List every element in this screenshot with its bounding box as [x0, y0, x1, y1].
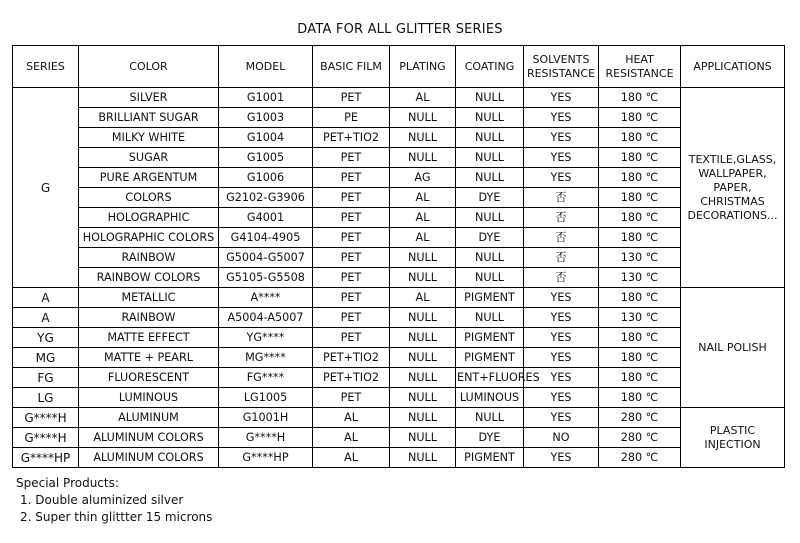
heat-cell: 130 ℃ — [599, 308, 681, 328]
basic-film-cell: PET — [313, 208, 390, 228]
color-cell: FLUORESCENT — [79, 368, 219, 388]
series-cell: A — [13, 288, 79, 308]
color-cell: PURE ARGENTUM — [79, 168, 219, 188]
series-cell: G****H — [13, 428, 79, 448]
basic-film-cell: PET — [313, 288, 390, 308]
color-cell: RAINBOW — [79, 248, 219, 268]
model-cell: G****HP — [219, 448, 313, 468]
coating-cell: NULL — [456, 408, 524, 428]
coating-cell: NULL — [456, 148, 524, 168]
coating-cell: NULL — [456, 268, 524, 288]
notes-heading: Special Products: — [16, 476, 119, 490]
model-cell: FG**** — [219, 368, 313, 388]
table-row — [13, 108, 785, 128]
model-cell: G****H — [219, 428, 313, 448]
table-row — [13, 208, 785, 228]
solvents-cell: YES — [524, 128, 599, 148]
table-row — [13, 248, 785, 268]
model-cell: G2102-G3906 — [219, 188, 313, 208]
plating-cell: AG — [390, 168, 456, 188]
coating-cell: PIGMENT — [456, 288, 524, 308]
solvents-cell: 否 — [524, 228, 599, 248]
solvents-cell: YES — [524, 308, 599, 328]
header-plating: PLATING — [390, 46, 456, 88]
plating-cell: NULL — [390, 328, 456, 348]
model-cell: G1001 — [219, 88, 313, 108]
table-row — [13, 268, 785, 288]
model-cell: G4104-4905 — [219, 228, 313, 248]
plating-cell: AL — [390, 228, 456, 248]
color-cell: COLORS — [79, 188, 219, 208]
model-cell: G1006 — [219, 168, 313, 188]
solvents-cell: YES — [524, 148, 599, 168]
color-cell: BRILLIANT SUGAR — [79, 108, 219, 128]
model-cell: G1003 — [219, 108, 313, 128]
color-cell: HOLOGRAPHIC — [79, 208, 219, 228]
table-row — [13, 368, 785, 388]
color-cell: MATTE EFFECT — [79, 328, 219, 348]
heat-cell: 180 ℃ — [599, 168, 681, 188]
plating-cell: NULL — [390, 388, 456, 408]
color-cell: HOLOGRAPHIC COLORS — [79, 228, 219, 248]
header-series: SERIES — [13, 46, 79, 88]
header-basic-film: BASIC FILM — [313, 46, 390, 88]
solvents-cell: 否 — [524, 208, 599, 228]
plating-cell: NULL — [390, 448, 456, 468]
applications-cell: TEXTILE,GLASS, WALLPAPER, PAPER, CHRISTMAS DECORATIONS... — [681, 88, 785, 288]
basic-film-cell: PET — [313, 268, 390, 288]
basic-film-cell: PE — [313, 108, 390, 128]
series-cell: MG — [13, 348, 79, 368]
solvents-cell: YES — [524, 388, 599, 408]
heat-cell: 180 ℃ — [599, 128, 681, 148]
table-row — [13, 408, 785, 428]
heat-cell: 180 ℃ — [599, 188, 681, 208]
series-cell: G****H — [13, 408, 79, 428]
coating-cell: DYE — [456, 188, 524, 208]
solvents-cell: 否 — [524, 188, 599, 208]
heat-cell: 280 ℃ — [599, 448, 681, 468]
coating-cell: NULL — [456, 108, 524, 128]
color-cell: METALLIC — [79, 288, 219, 308]
model-cell: LG1005 — [219, 388, 313, 408]
heat-cell: 130 ℃ — [599, 248, 681, 268]
color-cell: MILKY WHITE — [79, 128, 219, 148]
color-cell: SUGAR — [79, 148, 219, 168]
basic-film-cell: AL — [313, 428, 390, 448]
basic-film-cell: AL — [313, 448, 390, 468]
table-row — [13, 148, 785, 168]
solvents-cell: YES — [524, 368, 599, 388]
solvents-cell: YES — [524, 328, 599, 348]
plating-cell: AL — [390, 88, 456, 108]
heat-cell: 130 ℃ — [599, 268, 681, 288]
special-products-notes — [16, 475, 212, 526]
color-cell: RAINBOW — [79, 308, 219, 328]
table-row — [13, 308, 785, 328]
header-coating: COATING — [456, 46, 524, 88]
model-cell: MG**** — [219, 348, 313, 368]
table-row — [13, 348, 785, 368]
heat-cell: 180 ℃ — [599, 228, 681, 248]
table-row — [13, 168, 785, 188]
coating-cell: ENT+FLUORES — [456, 368, 524, 388]
basic-film-cell: PET+TIO2 — [313, 368, 390, 388]
basic-film-cell: PET+TIO2 — [313, 128, 390, 148]
table-row — [13, 388, 785, 408]
plating-cell: NULL — [390, 348, 456, 368]
solvents-cell: YES — [524, 88, 599, 108]
header-solvents-resistance: SOLVENTS RESISTANCE — [524, 46, 599, 88]
table-row — [13, 328, 785, 348]
coating-cell: PIGMENT — [456, 348, 524, 368]
basic-film-cell: AL — [313, 408, 390, 428]
coating-cell: NULL — [456, 168, 524, 188]
plating-cell: AL — [390, 288, 456, 308]
table-row — [13, 228, 785, 248]
coating-cell: PIGMENT — [456, 328, 524, 348]
table-row — [13, 128, 785, 148]
coating-cell: DYE — [456, 228, 524, 248]
plating-cell: NULL — [390, 248, 456, 268]
color-cell: ALUMINUM COLORS — [79, 428, 219, 448]
basic-film-cell: PET — [313, 248, 390, 268]
header-color: COLOR — [79, 46, 219, 88]
basic-film-cell: PET — [313, 388, 390, 408]
table-row — [13, 448, 785, 468]
basic-film-cell: PET — [313, 148, 390, 168]
plating-cell: NULL — [390, 428, 456, 448]
coating-cell: NULL — [456, 308, 524, 328]
solvents-cell: YES — [524, 288, 599, 308]
heat-cell: 180 ℃ — [599, 348, 681, 368]
plating-cell: NULL — [390, 368, 456, 388]
table-row — [13, 188, 785, 208]
model-cell: G5004-G5007 — [219, 248, 313, 268]
coating-cell: NULL — [456, 248, 524, 268]
heat-cell: 280 ℃ — [599, 428, 681, 448]
table-row — [13, 88, 785, 108]
series-cell: G****HP — [13, 448, 79, 468]
coating-cell: PIGMENT — [456, 448, 524, 468]
basic-film-cell: PET — [313, 228, 390, 248]
model-cell: A5004-A5007 — [219, 308, 313, 328]
glitter-data-table — [12, 45, 785, 468]
basic-film-cell: PET — [313, 88, 390, 108]
notes-item: 2. Super thin glittter 15 microns — [20, 510, 213, 524]
heat-cell: 180 ℃ — [599, 148, 681, 168]
heat-cell: 180 ℃ — [599, 88, 681, 108]
heat-cell: 280 ℃ — [599, 408, 681, 428]
plating-cell: NULL — [390, 408, 456, 428]
basic-film-cell: PET — [313, 188, 390, 208]
model-cell: YG**** — [219, 328, 313, 348]
color-cell: SILVER — [79, 88, 219, 108]
table-row — [13, 428, 785, 448]
color-cell: LUMINOUS — [79, 388, 219, 408]
solvents-cell: 否 — [524, 248, 599, 268]
solvents-cell: YES — [524, 348, 599, 368]
series-cell: LG — [13, 388, 79, 408]
plating-cell: NULL — [390, 308, 456, 328]
solvents-cell: YES — [524, 448, 599, 468]
model-cell: G1005 — [219, 148, 313, 168]
heat-cell: 180 ℃ — [599, 328, 681, 348]
coating-cell: DYE — [456, 428, 524, 448]
series-cell: G — [13, 88, 79, 288]
plating-cell: NULL — [390, 128, 456, 148]
color-cell: RAINBOW COLORS — [79, 268, 219, 288]
notes-item: 1. Double aluminized silver — [20, 493, 184, 507]
model-cell: A**** — [219, 288, 313, 308]
coating-cell: NULL — [456, 128, 524, 148]
basic-film-cell: PET — [313, 328, 390, 348]
heat-cell: 180 ℃ — [599, 288, 681, 308]
plating-cell: NULL — [390, 148, 456, 168]
header-row — [13, 46, 785, 88]
coating-cell: NULL — [456, 88, 524, 108]
table-row — [13, 288, 785, 308]
plating-cell: AL — [390, 188, 456, 208]
header-heat-resistance: HEAT RESISTANCE — [599, 46, 681, 88]
basic-film-cell: PET — [313, 308, 390, 328]
plating-cell: NULL — [390, 108, 456, 128]
solvents-cell: 否 — [524, 268, 599, 288]
model-cell: G5105-G5508 — [219, 268, 313, 288]
color-cell: MATTE + PEARL — [79, 348, 219, 368]
series-cell: A — [13, 308, 79, 328]
heat-cell: 180 ℃ — [599, 108, 681, 128]
plating-cell: AL — [390, 208, 456, 228]
basic-film-cell: PET — [313, 168, 390, 188]
applications-cell: PLASTIC INJECTION — [681, 408, 785, 468]
heat-cell: 180 ℃ — [599, 208, 681, 228]
heat-cell: 180 ℃ — [599, 368, 681, 388]
coating-cell: NULL — [456, 208, 524, 228]
heat-cell: 180 ℃ — [599, 388, 681, 408]
solvents-cell: NO — [524, 428, 599, 448]
series-cell: YG — [13, 328, 79, 348]
header-applications: APPLICATIONS — [681, 46, 785, 88]
applications-cell: NAIL POLISH — [681, 288, 785, 408]
coating-cell: LUMINOUS — [456, 388, 524, 408]
model-cell: G1001H — [219, 408, 313, 428]
color-cell: ALUMINUM COLORS — [79, 448, 219, 468]
series-cell: FG — [13, 368, 79, 388]
plating-cell: NULL — [390, 268, 456, 288]
header-model: MODEL — [219, 46, 313, 88]
basic-film-cell: PET+TIO2 — [313, 348, 390, 368]
model-cell: G1004 — [219, 128, 313, 148]
solvents-cell: YES — [524, 408, 599, 428]
solvents-cell: YES — [524, 168, 599, 188]
color-cell: ALUMINUM — [79, 408, 219, 428]
solvents-cell: YES — [524, 108, 599, 128]
page-title: DATA FOR ALL GLITTER SERIES — [297, 22, 503, 37]
model-cell: G4001 — [219, 208, 313, 228]
